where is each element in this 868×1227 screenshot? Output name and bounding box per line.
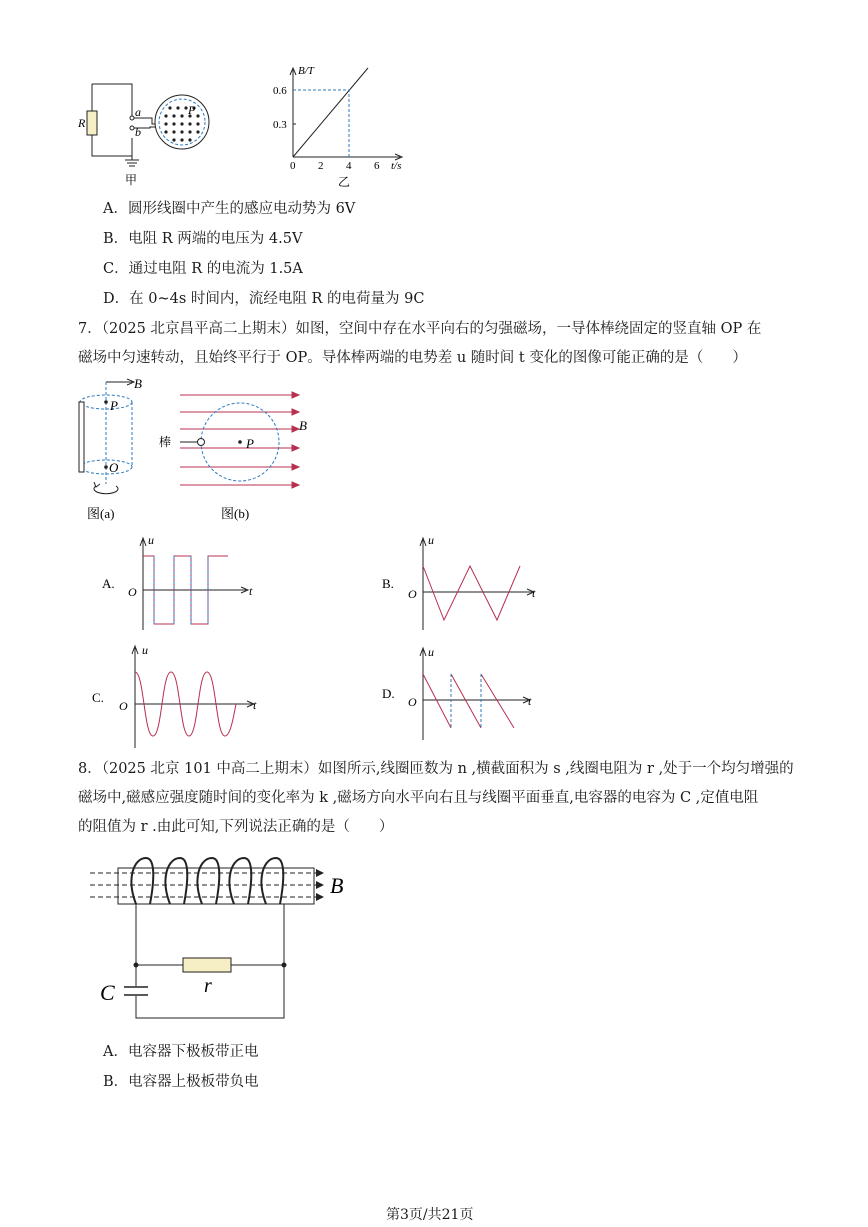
q8-label-C: C (100, 980, 115, 1005)
yi-xtick-6: 6 (374, 160, 380, 172)
q6-option-c: C．通过电阻 R 的电流为 1.5A (103, 261, 303, 277)
q7-stem-line2: 磁场中匀速转动，且始终平行于 OP。导体棒两端的电势差 u 随时间 t 变化的图像可能正确的是（ ） (78, 350, 747, 366)
fig-a-P: P (110, 398, 118, 413)
choice-d-t: t (528, 694, 532, 708)
choice-a-u: u (148, 533, 154, 547)
fig-a-B: B (134, 376, 142, 391)
choice-c-graph (92, 640, 272, 750)
choice-c-t: t (253, 698, 257, 712)
label-R: R (78, 116, 86, 130)
figure-a-cylinder (72, 372, 152, 522)
q8-option-b: B．电容器上极板带负电 (103, 1074, 259, 1090)
figure-q8-circuit (88, 848, 358, 1028)
q8-stem-line3: 的阻值为 r .由此可知,下列说法正确的是（ ） (78, 819, 394, 835)
choice-c-O: O (119, 699, 128, 713)
choice-c-u: u (142, 643, 148, 657)
choice-b-O: O (408, 587, 417, 601)
q8-stem-line1: 8．（2025 北京 101 中高二上期末）如图所示,线圈匝数为 n ,横截面积为 s ,线圈电阻为 r ,处于一个均匀增强的 (78, 761, 794, 777)
choice-a-t: t (249, 584, 253, 598)
yi-xtick-2: 2 (318, 160, 324, 172)
q8-label-r: r (204, 975, 212, 997)
caption-fig-a: 图(a) (87, 506, 115, 521)
yi-xlabel: t/s (391, 160, 402, 172)
choice-a-graph (96, 532, 266, 632)
label-P: P (188, 103, 196, 117)
choice-b-graph (376, 532, 546, 632)
q8-label-B: B (330, 873, 344, 898)
q7-stem-line1: 7．（2025 北京昌平高二上期末）如图，空间中存在水平向右的匀强磁场，一导体棒绕固定的竖直轴 OP 在 (78, 321, 762, 337)
figure-b-field (158, 390, 318, 522)
choice-b-label: B. (382, 576, 394, 591)
choice-d-label: D. (382, 686, 395, 701)
label-a: a (135, 105, 141, 119)
q6-option-a: A．圆形线圈中产生的感应电动势为 6V (103, 201, 356, 217)
fig-b-rod: 棒 (159, 435, 172, 449)
q8-option-a: A．电容器下极板带正电 (103, 1044, 259, 1060)
choice-a-label: A. (102, 576, 115, 591)
label-b: b (135, 125, 141, 139)
yi-ytick-06: 0.6 (273, 85, 287, 97)
choice-b-t: t (532, 586, 536, 600)
fig-a-O: O (109, 460, 119, 475)
choice-c-label: C. (92, 690, 104, 705)
q6-option-b: B．电阻 R 两端的电压为 4.5V (103, 231, 303, 247)
choice-d-graph (376, 642, 546, 742)
figure-yi-graph (268, 62, 418, 192)
fig-b-P: P (246, 436, 254, 451)
q6-option-d: D．在 0~4s 时间内，流经电阻 R 的电荷量为 9C (103, 291, 425, 307)
caption-yi: 乙 (338, 175, 351, 189)
yi-ytick-03: 0.3 (273, 119, 287, 131)
choice-d-O: O (408, 695, 417, 709)
yi-xtick-4: 4 (346, 160, 352, 172)
q8-stem-line2: 磁场中,磁感应强度随时间的变化率为 k ,磁场方向水平向右且与线圈平面垂直,电容器的电容为 C ,定值电阻 (78, 790, 759, 806)
fig-b-B: B (299, 418, 307, 433)
caption-jia: 甲 (125, 173, 138, 187)
figure-jia-circuit (70, 78, 230, 188)
yi-xtick-0: 0 (290, 160, 296, 172)
page-footer: 第3页/共21页 (386, 1207, 474, 1223)
choice-b-u: u (428, 533, 434, 547)
choice-d-u: u (428, 645, 434, 659)
choice-a-O: O (128, 585, 137, 599)
caption-fig-b: 图(b) (221, 506, 250, 521)
yi-ylabel: B/T (298, 65, 314, 77)
